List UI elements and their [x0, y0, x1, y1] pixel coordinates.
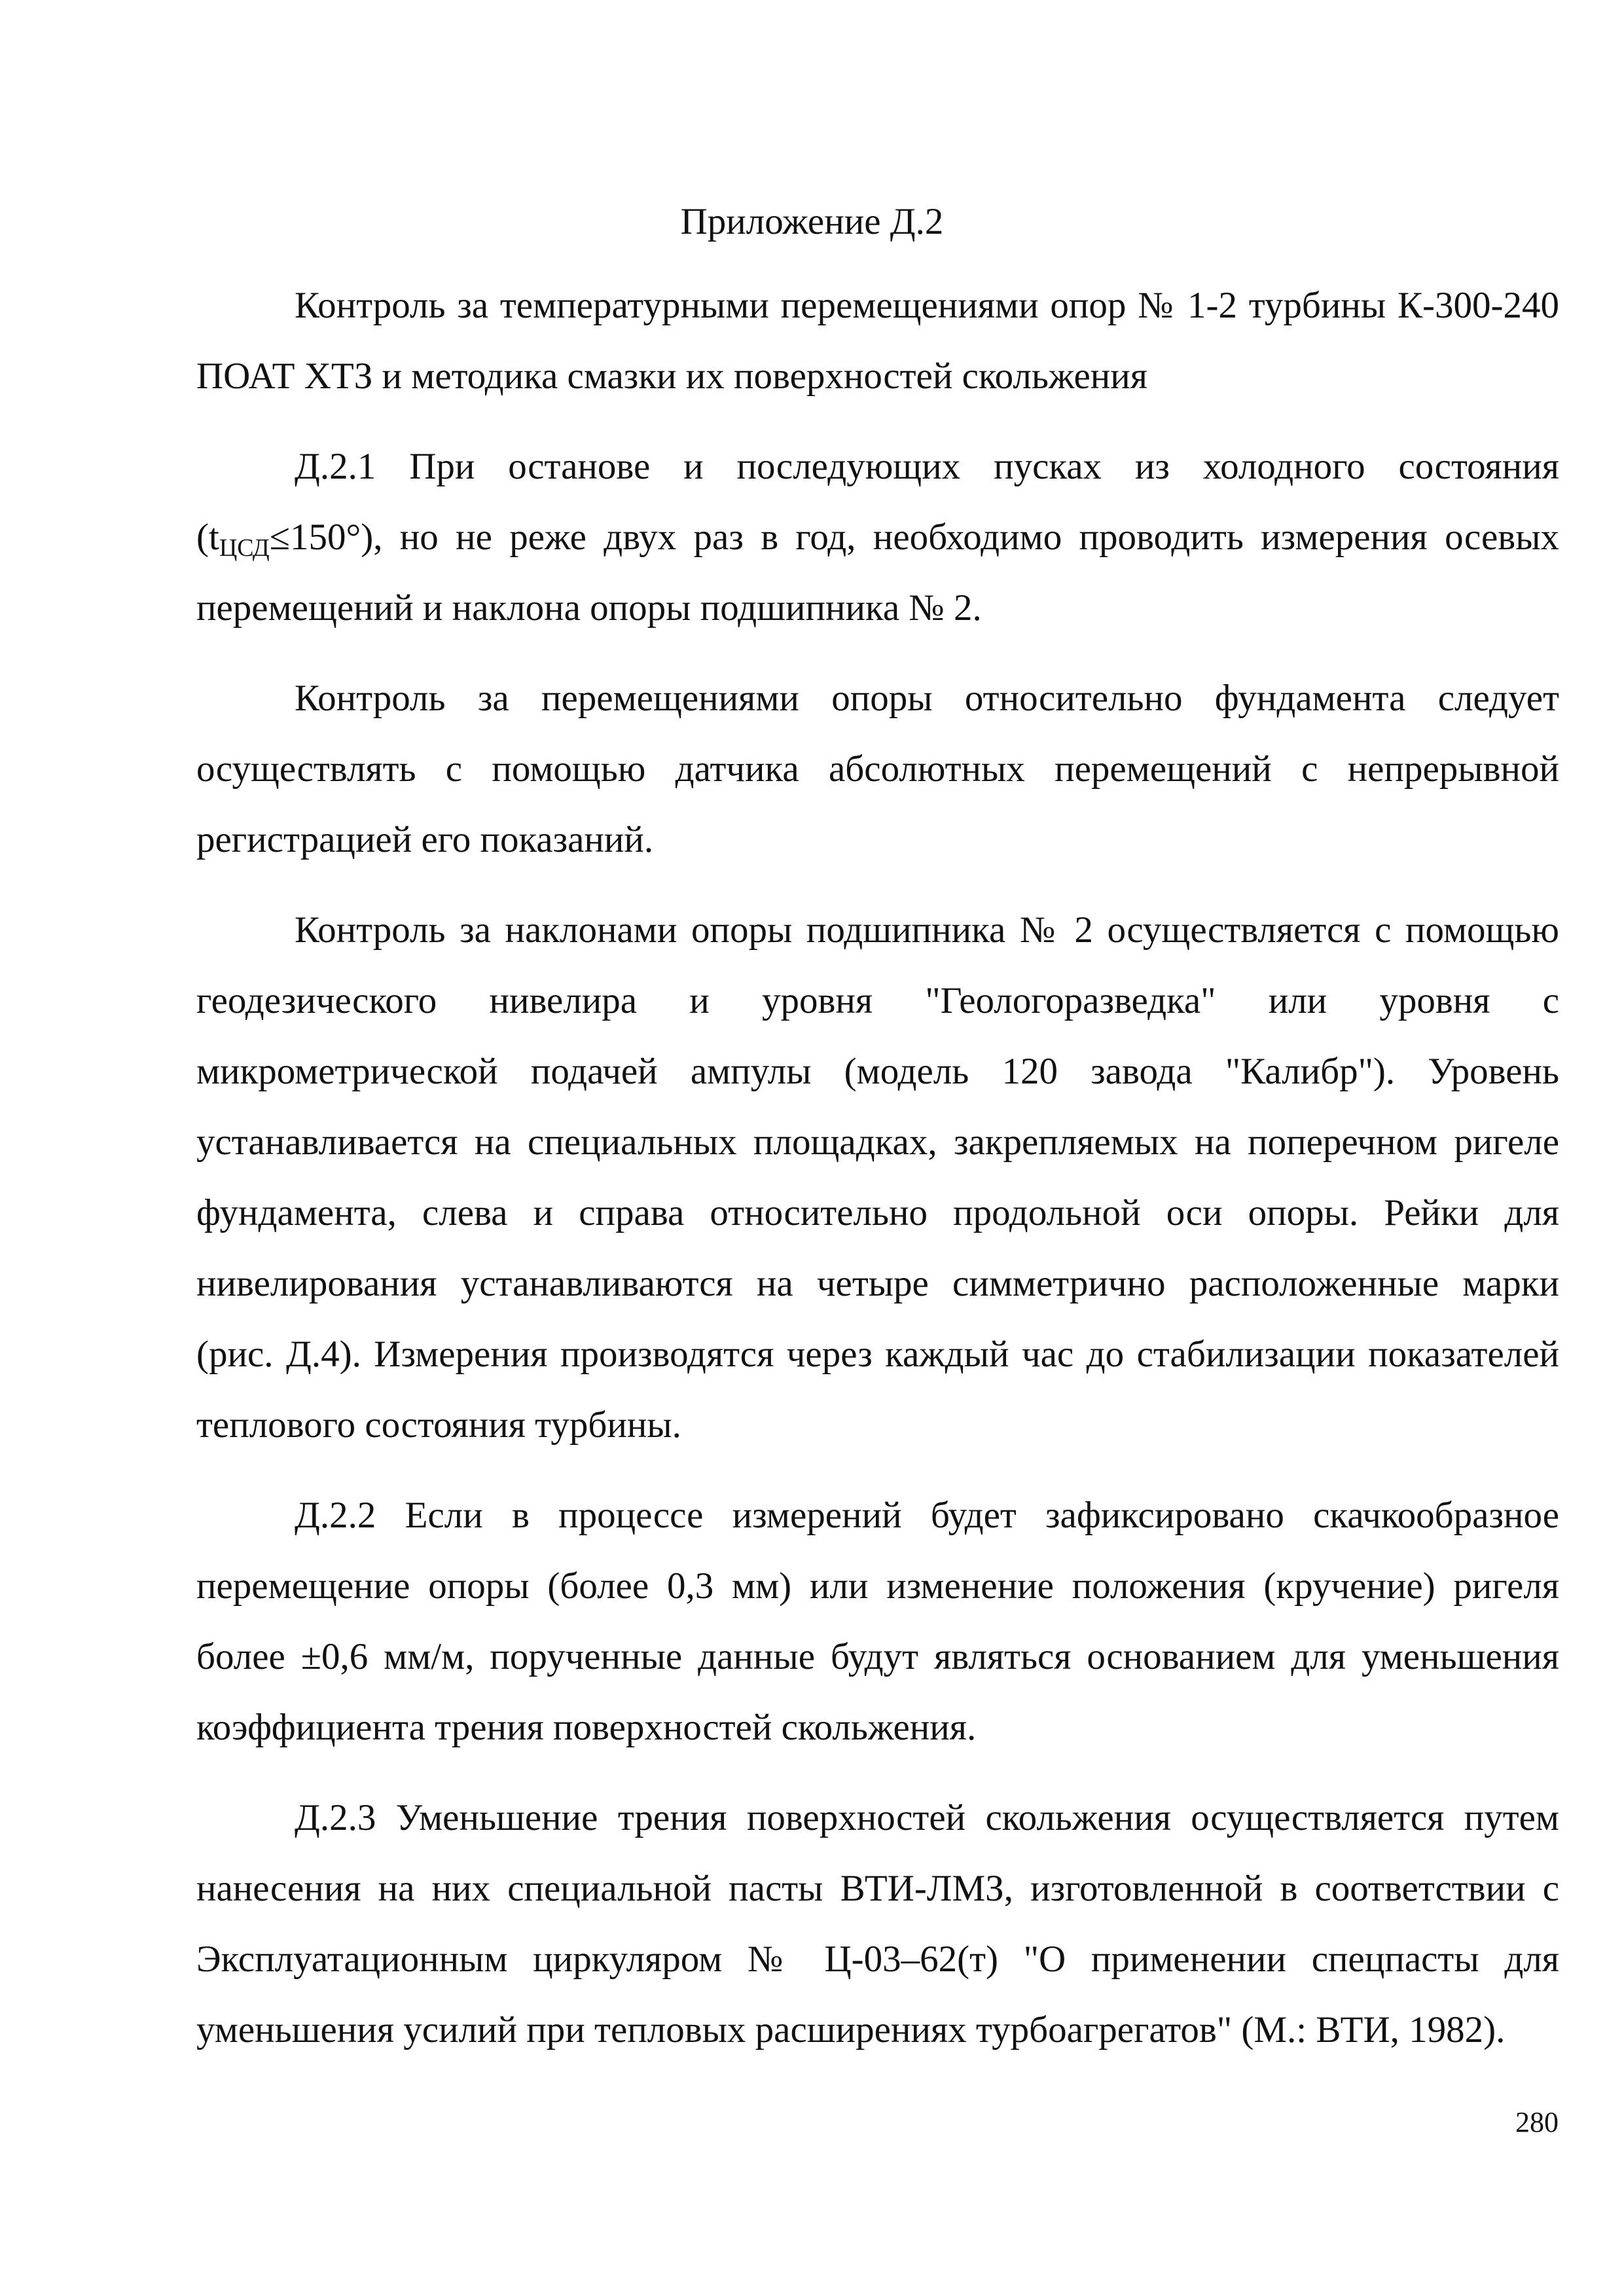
paragraph-gap — [196, 1763, 1559, 1783]
temperature-subscript: ЦСД — [219, 534, 270, 562]
paragraph-gap — [196, 412, 1559, 431]
paragraph-gap — [196, 875, 1559, 895]
paragraph-text: ≤150°), но не реже двух раз в год, необходимо проводить измерения осевых перемещений и наклона опоры подшипника № 2. — [196, 517, 1559, 629]
document-body — [196, 270, 1559, 2066]
paragraph-d-2-3: Д.2.3 Уменьшение трения поверхностей скольжения осуществляется путем нанесения на них специальной пасты ВТИ-ЛМЗ, изготовленной в соответствии с Эксплуатационным циркуляром № Ц-03–62(т) "О применении спецпасты для уменьшения усилий при тепловых расширениях турбоагрегатов" (М.: ВТИ, 1982). — [196, 1797, 1559, 2050]
page-number: 280 — [1515, 2106, 1559, 2138]
paragraph-tilt-control: Контроль за наклонами опоры подшипника № 2 осуществляется с помощью геодезического нивелира и уровня "Геологоразведка" или уровня с микрометрической подачей ампулы (модель 120 завода "Калибр"). Уровень устанавливается на специальных площадках, закрепляемых на поперечном ригеле фундамента, слева и справа относительно продольной оси опоры. Рейки для нивелирования устанавливаются на четыре симметрично расположенные марки (рис. Д.4). Измерения производятся через каждый час до стабилизации показателей теплового состояния турбины. — [196, 909, 1559, 1446]
paragraph-gap — [196, 644, 1559, 663]
paragraph-d-2-2: Д.2.2 Если в процессе измерений будет зафиксировано скачкообразное перемещение опоры (более 0,3 мм) или изменение положения (кручение) ригеля более ±0,6 мм/м, порученные данные будут являться основанием для уменьшения коэффициента трения поверхностей скольжения. — [196, 1495, 1559, 1748]
paragraph-d-2-1 — [196, 431, 1559, 644]
section-heading: Контроль за температурными перемещениями опор № 1-2 турбины К-300-240 ПОАТ ХТЗ и методика смазки их поверхностей скольжения — [196, 285, 1559, 397]
paragraph-gap — [196, 1461, 1559, 1480]
paragraph-text: Д.2.1 При останове и последующих пусках из холодного состояния (t — [196, 446, 1559, 558]
appendix-title: Приложение Д.2 — [680, 201, 944, 242]
paragraph-foundation-control: Контроль за перемещениями опоры относительно фундамента следует осуществлять с помощью датчика абсолютных перемещений с непрерывной регистрацией его показаний. — [196, 678, 1559, 860]
